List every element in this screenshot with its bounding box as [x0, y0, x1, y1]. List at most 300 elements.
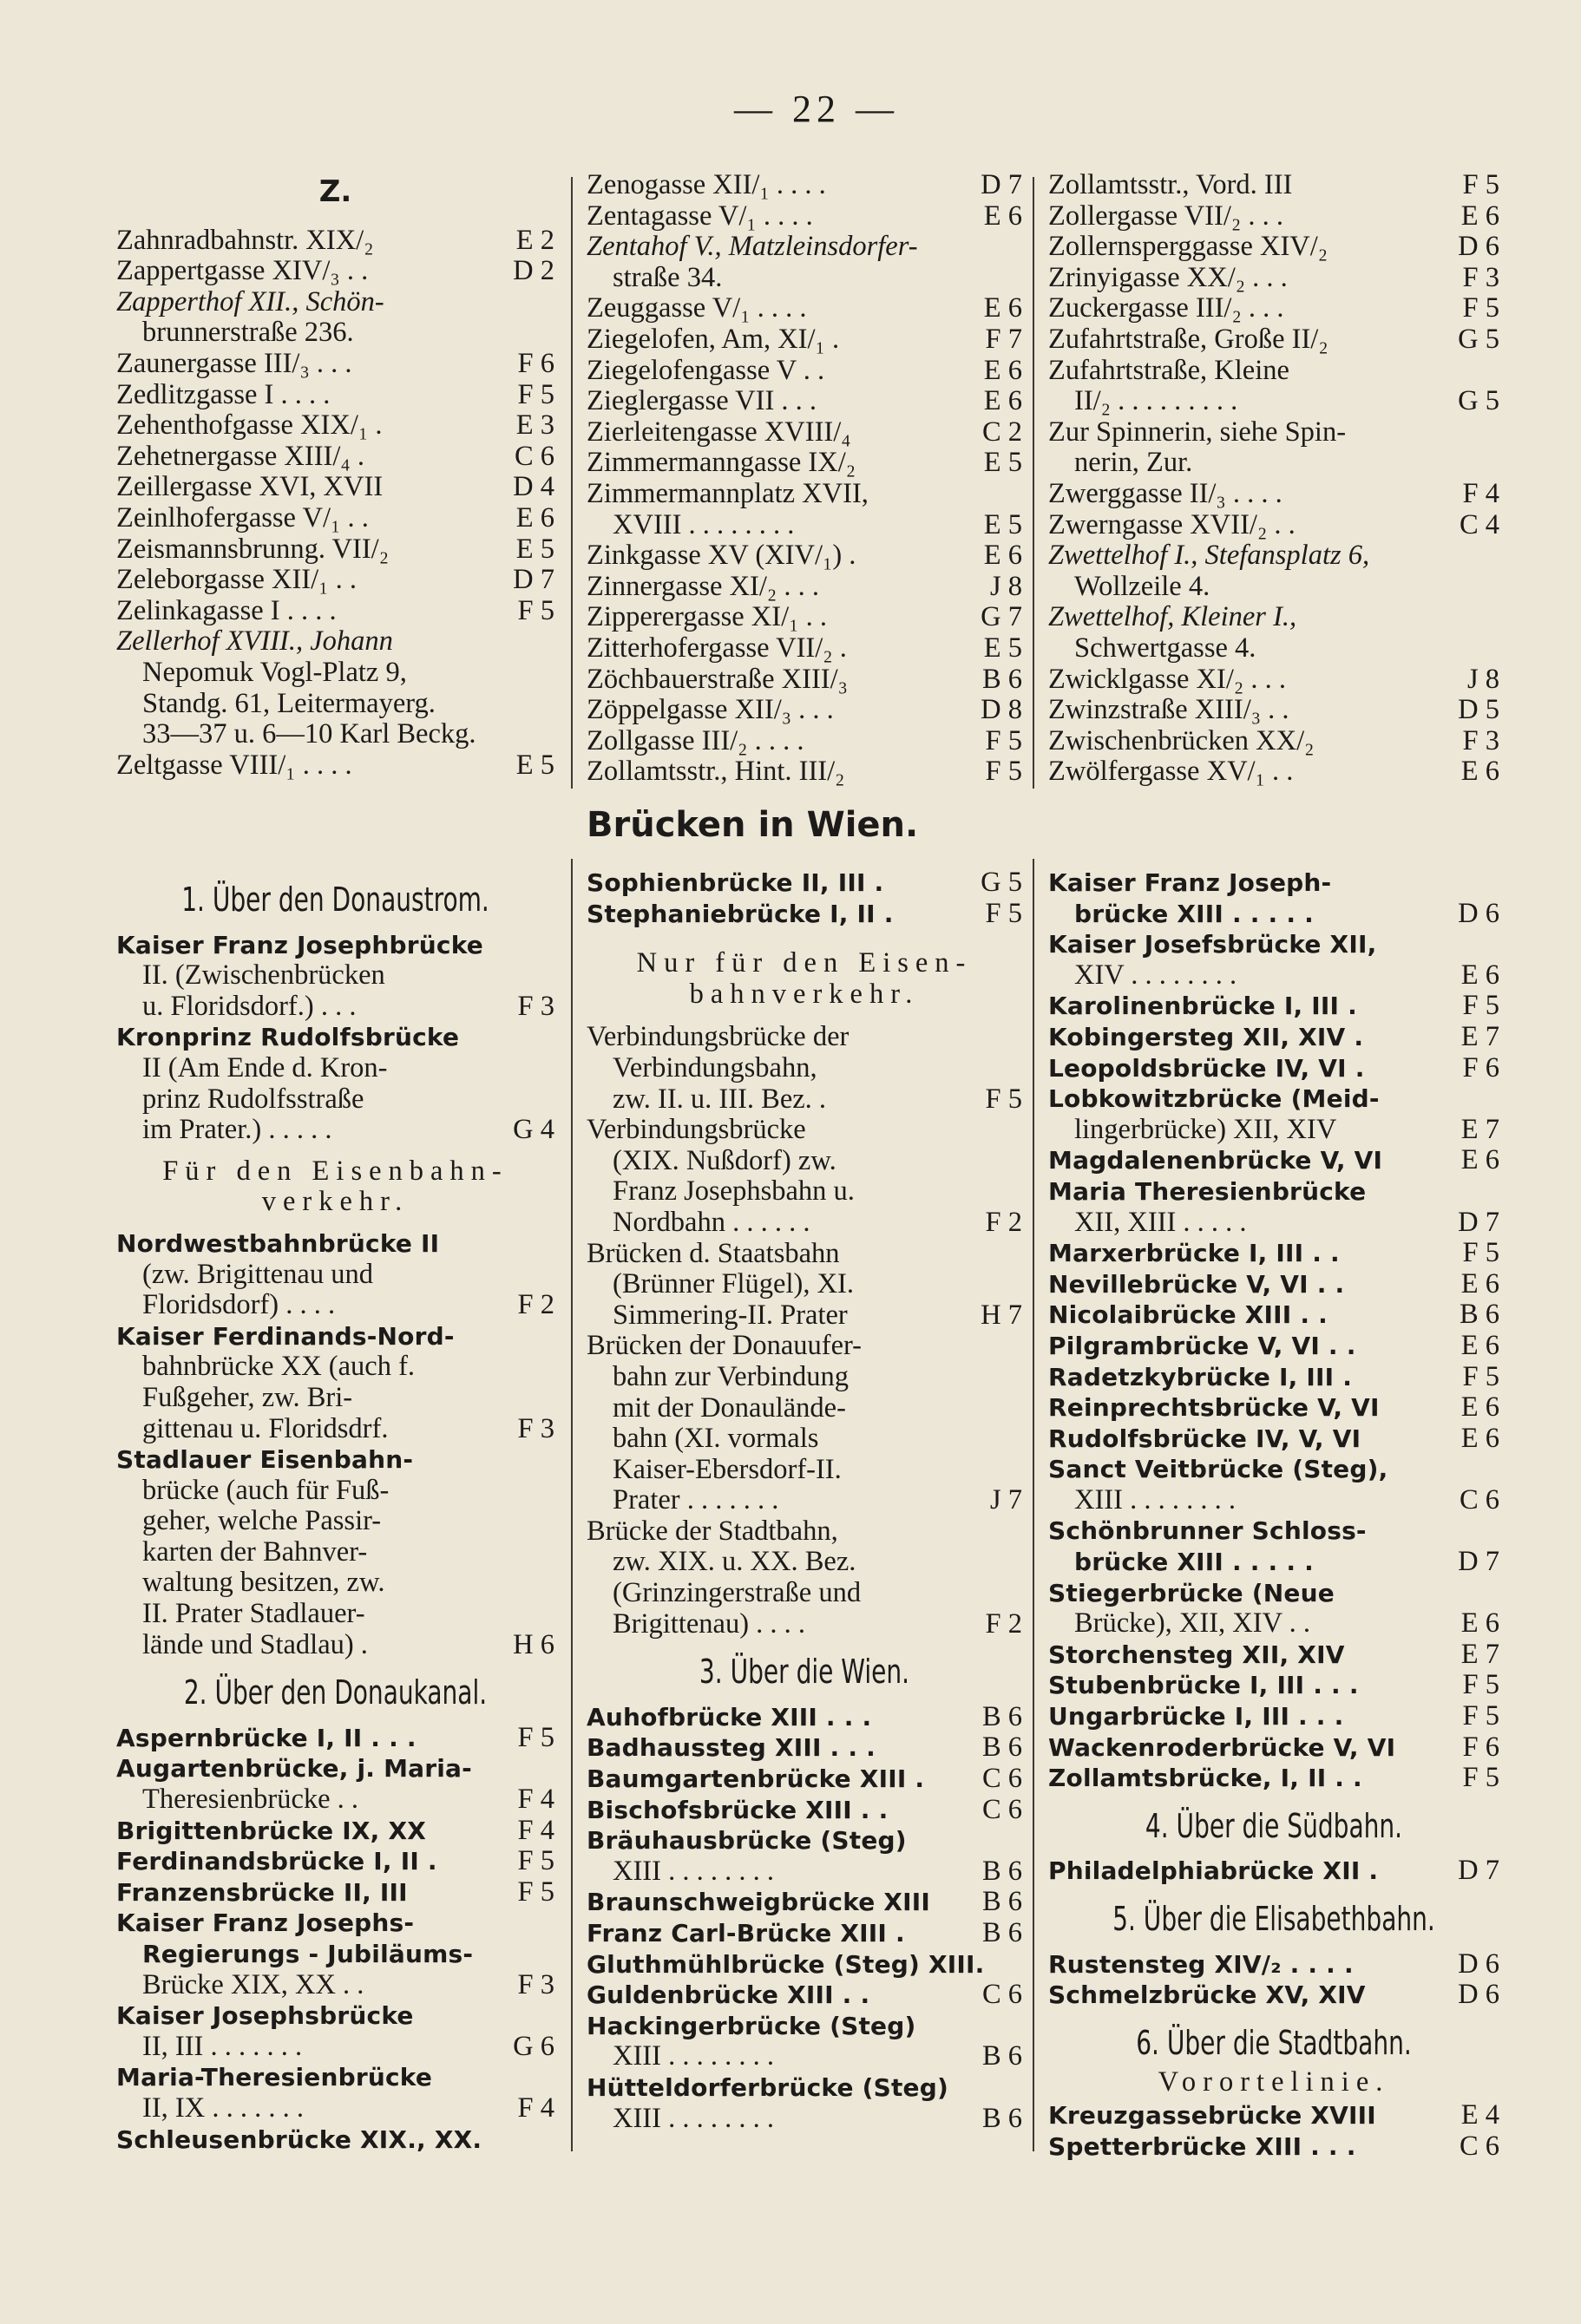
entry-text: Zöchbauerstraße XIII/₃	[587, 663, 848, 695]
index-entry	[1048, 1763, 1499, 1794]
entry-text: karten der Bahnver-	[142, 1535, 368, 1568]
entry-grid-ref: E 6	[1460, 756, 1499, 788]
entry-grid-ref: F 5	[517, 1876, 554, 1908]
index-entry	[1048, 1424, 1499, 1455]
entry-grid-ref: F 5	[517, 1721, 554, 1753]
entry-text: zw. XIX. u. XX. Bez.	[613, 1546, 856, 1578]
entry-text: Zufahrtstraße, Große II/₂	[1048, 323, 1328, 355]
index-entry	[587, 1022, 1022, 1053]
index-entry	[1048, 448, 1499, 479]
entry-grid-ref: E 6	[1460, 1329, 1499, 1361]
index-entry	[1048, 1269, 1499, 1300]
entry-grid-ref: C 4	[1459, 508, 1499, 540]
index-entry	[1048, 540, 1499, 572]
index-entry	[1048, 726, 1499, 757]
entry-grid-ref: J 8	[989, 570, 1022, 602]
entry-text: Kronprinz Rudolfsbrücke	[116, 1023, 460, 1052]
entry-grid-ref: D 8	[981, 694, 1022, 726]
entry-grid-ref: E 6	[983, 540, 1022, 572]
index-entry	[587, 1269, 1022, 1300]
entry-grid-ref: F 5	[1462, 1700, 1499, 1732]
index-entry	[1048, 1547, 1499, 1578]
entry-grid-ref: F 6	[1462, 1051, 1499, 1083]
index-entry	[587, 1300, 1022, 1332]
index-entry	[587, 1393, 1022, 1424]
index-entry	[116, 226, 554, 257]
index-entry	[587, 417, 1022, 448]
index-entry	[116, 503, 554, 534]
index-entry	[587, 1362, 1022, 1393]
index-entry	[116, 565, 554, 596]
index-entry	[1048, 1208, 1499, 1239]
entry-text: Regierungs - Jubiläums-	[142, 1940, 474, 1968]
index-entry	[587, 356, 1022, 387]
index-entry	[1048, 1980, 1499, 2011]
bridges-section-title: Brücken in Wien.	[587, 805, 919, 845]
entry-grid-ref: F 3	[517, 1968, 554, 2000]
index-entry	[1048, 960, 1499, 992]
index-entry	[116, 1022, 554, 1053]
entry-text: Storchensteg XII, XIV	[1048, 1640, 1345, 1669]
entry-grid-ref: F 3	[1462, 724, 1499, 756]
entry-text: Schmelzbrücke XV, XIV	[1048, 1980, 1366, 2010]
index-entry	[587, 1578, 1022, 1609]
section-heading: 6. Über die Stadtbahn.	[1136, 2023, 1412, 2062]
entry-grid-ref: F 5	[985, 1083, 1022, 1115]
index-entry	[587, 1331, 1022, 1362]
index-entry	[587, 726, 1022, 757]
entry-text: Maria Theresienbrücke	[1048, 1176, 1367, 1206]
index-entry	[587, 1825, 1022, 1856]
index-entry	[116, 1723, 554, 1754]
index-entry	[116, 1228, 554, 1260]
entry-text: XIII . . . . . . . .	[1074, 1483, 1236, 1516]
entry-text: Guldenbrücke XIII . .	[587, 1980, 870, 2010]
entry-grid-ref: F 3	[517, 990, 554, 1022]
index-entry	[1048, 201, 1499, 232]
index-entry	[587, 1516, 1022, 1548]
entry-grid-ref: G 4	[513, 1114, 554, 1146]
index-entry	[1048, 1608, 1499, 1640]
entry-grid-ref: B 6	[1459, 1299, 1499, 1331]
entry-grid-ref: G 5	[1458, 323, 1499, 355]
index-entry	[587, 756, 1022, 788]
entry-text: Brigittenau) . . . .	[613, 1607, 806, 1640]
index-entry	[1048, 572, 1499, 603]
z-column-1	[116, 174, 554, 781]
entry-text: Zollergasse VII/₂ . . .	[1048, 200, 1283, 232]
entry-grid-ref: G 7	[981, 601, 1022, 633]
index-entry	[1048, 1392, 1499, 1424]
entry-grid-ref: F 4	[517, 1814, 554, 1846]
index-entry	[587, 1609, 1022, 1640]
index-entry	[1048, 1732, 1499, 1764]
entry-text: Nevillebrücke V, VI . .	[1048, 1269, 1345, 1299]
entry-text: im Prater.) . . . . .	[142, 1114, 332, 1146]
entry-grid-ref: E 3	[515, 409, 554, 442]
index-entry	[587, 1208, 1022, 1239]
entry-grid-ref: E 5	[515, 533, 554, 565]
entry-grid-ref: C 6	[981, 1763, 1022, 1795]
index-entry	[1048, 1331, 1499, 1362]
entry-text: Nicolaibrücke XIII . .	[1048, 1300, 1328, 1330]
entry-text: Kaiser Franz Joseph-	[1048, 868, 1332, 897]
index-entry	[1048, 1022, 1499, 1053]
index-entry	[1048, 1299, 1499, 1331]
entry-text: Zwicklgasse XI/₂ . . .	[1048, 663, 1286, 695]
entry-grid-ref: E 7	[1460, 1113, 1499, 1145]
index-entry	[1048, 2131, 1499, 2163]
section-heading: 2. Über den Donaukanal.	[183, 1673, 488, 1712]
entry-text: Gluthmühlbrücke (Steg) XIII.	[587, 1949, 985, 1979]
entry-text: Leopoldsbrücke IV, VI .	[1048, 1053, 1365, 1083]
entry-grid-ref: F 5	[985, 724, 1022, 756]
index-entry	[1048, 1949, 1499, 1980]
entry-grid-ref: E 2	[515, 224, 554, 256]
entry-text: Zaunergasse III/₃ . . .	[116, 347, 352, 379]
index-entry	[116, 349, 554, 380]
bridges-column-2	[587, 867, 1022, 2134]
entry-list	[1048, 867, 1499, 1794]
entry-list	[1048, 1856, 1499, 1887]
index-entry	[1048, 1362, 1499, 1393]
index-entry	[1048, 867, 1499, 899]
entry-text: Ziegelofen, Am, XI/₁ .	[587, 323, 840, 355]
entry-text: brunnerstraße 236.	[142, 317, 354, 349]
index-entry	[587, 448, 1022, 479]
entry-text: Zwölfergasse XV/₁ . .	[1048, 756, 1294, 788]
index-entry	[1048, 356, 1499, 387]
entry-text: Zehetnergasse XIII/₄ .	[116, 440, 364, 472]
entry-text: gittenau u. Floridsdrf.	[142, 1412, 389, 1444]
entry-grid-ref: C 6	[1459, 1483, 1499, 1516]
entry-text: Zitterhofergasse VII/₂ .	[587, 632, 847, 664]
entry-text: Rustensteg XIV/₂ . . . .	[1048, 1949, 1354, 1979]
entry-text: Brücke), XII, XIV . .	[1074, 1607, 1310, 1640]
index-entry	[1048, 929, 1499, 960]
entry-text: Zellerhof XVIII., Johann	[116, 625, 393, 658]
entry-text: Bräuhausbrücke (Steg)	[587, 1826, 907, 1856]
subheading: Vorortelinie.	[1158, 2066, 1390, 2098]
entry-text: geher, welche Passir-	[142, 1505, 382, 1537]
index-entry	[587, 1239, 1022, 1270]
index-entry	[1048, 1578, 1499, 1609]
entry-text: Zappertgasse XIV/₃ . .	[116, 255, 369, 287]
index-entry	[116, 1599, 554, 1630]
entry-grid-ref: B 6	[981, 1700, 1022, 1732]
entry-grid-ref: B 6	[981, 1917, 1022, 1948]
entry-text: Zimmermanngasse IX/₂	[587, 447, 856, 479]
entry-text: Reinprechtsbrücke V, VI	[1048, 1393, 1380, 1423]
entry-grid-ref: B 6	[981, 2102, 1022, 2134]
entry-text: Braunschweigbrücke XIII	[587, 1888, 931, 1917]
index-entry	[587, 1146, 1022, 1177]
entry-grid-ref: D 7	[513, 564, 554, 596]
index-entry	[116, 472, 554, 503]
index-entry	[1048, 664, 1499, 696]
column-divider	[1033, 859, 1034, 2151]
entry-text: II/₂ . . . . . . . . .	[1074, 385, 1238, 417]
entry-text: Brücke der Stadtbahn,	[587, 1515, 838, 1547]
entry-grid-ref: D 6	[1458, 1979, 1499, 2011]
entry-text: Hütteldorferbrücke (Steg)	[587, 2072, 948, 2102]
entry-text: Brücken der Donauufer-	[587, 1330, 862, 1362]
entry-text: XVIII . . . . . . . .	[613, 508, 795, 540]
index-entry	[116, 1444, 554, 1476]
entry-list	[587, 1022, 1022, 1640]
entry-grid-ref: G 6	[513, 2030, 554, 2062]
entry-text: Zipperergasse XI/₁ . .	[587, 601, 827, 633]
index-entry	[116, 1290, 554, 1321]
entry-text: Verbindungsbahn,	[613, 1051, 817, 1083]
entry-text: Zwerngasse XVII/₂ . .	[1048, 508, 1296, 540]
entry-text: Zierleitengasse XVIII/₄	[587, 416, 851, 448]
entry-grid-ref: F 5	[1462, 990, 1499, 1022]
entry-text: Wackenroderbrücke V, VI	[1048, 1732, 1396, 1762]
index-entry	[116, 2093, 554, 2124]
entry-text: Brigittenbrücke IX, XX	[116, 1816, 427, 1845]
bridges-column-3	[1048, 867, 1499, 2162]
entry-grid-ref: E 6	[1460, 1144, 1499, 1176]
entry-grid-ref: F 6	[1462, 1731, 1499, 1763]
entry-text: Nordbahn . . . . . .	[613, 1206, 810, 1238]
entry-grid-ref: E 6	[1460, 1422, 1499, 1454]
column-divider	[571, 177, 573, 789]
index-entry	[587, 664, 1022, 696]
index-entry	[587, 1702, 1022, 1733]
entry-list	[587, 170, 1022, 788]
entry-text: straße 34.	[613, 261, 723, 293]
entry-grid-ref: D 5	[1458, 694, 1499, 726]
entry-grid-ref: D 7	[1458, 1546, 1499, 1578]
entry-text: Kaiser Josefsbrücke XII,	[1048, 930, 1377, 959]
entry-grid-ref: E 7	[1460, 1020, 1499, 1052]
entry-text: Zollamtsstr., Vord. III	[1048, 169, 1293, 200]
index-entry	[1048, 1640, 1499, 1671]
entry-text: Zeleborgasse XII/₁ . .	[116, 564, 357, 596]
entry-text: Zollernsperggasse XIV/₂	[1048, 231, 1328, 263]
entry-text: II. (Zwischenbrücken	[142, 959, 385, 992]
entry-text: Schleusenbrücke XIX., XX.	[116, 2124, 482, 2154]
entry-text: Lobkowitzbrücke (Meid-	[1048, 1084, 1380, 1114]
entry-list	[116, 1228, 554, 1660]
entry-grid-ref: E 5	[515, 749, 554, 781]
entry-text: Zahnradbahnstr. XIX/₂	[116, 224, 374, 256]
entry-list	[587, 867, 1022, 929]
entry-grid-ref: E 5	[983, 632, 1022, 664]
entry-grid-ref: F 6	[517, 347, 554, 379]
entry-grid-ref: C 6	[981, 1979, 1022, 2011]
section-heading: 5. Über die Elisabethbahn.	[1112, 1900, 1435, 1938]
entry-grid-ref: E 5	[983, 508, 1022, 540]
index-entry	[1048, 386, 1499, 417]
index-entry	[1048, 1083, 1499, 1115]
entry-text: Kaiser-Ebersdorf-II.	[613, 1453, 842, 1485]
entry-text: Zimmermannplatz XVII,	[587, 477, 869, 509]
entry-text: Franz Josephsbahn u.	[613, 1175, 855, 1208]
index-entry	[116, 750, 554, 782]
index-entry	[116, 689, 554, 720]
entry-grid-ref: F 5	[517, 1845, 554, 1877]
entry-text: Zwischenbrücken XX/₂	[1048, 724, 1315, 756]
entry-text: Pilgrambrücke V, VI . .	[1048, 1331, 1356, 1360]
entry-list	[116, 226, 554, 782]
entry-text: Kaiser Ferdinands-Nord-	[116, 1321, 455, 1351]
entry-text: Simmering-II. Prater	[613, 1299, 848, 1331]
entry-text: Schönbrunner Schloss-	[1048, 1516, 1367, 1546]
index-entry	[116, 1383, 554, 1414]
index-entry	[587, 170, 1022, 201]
index-entry	[587, 510, 1022, 541]
index-entry	[1048, 1176, 1499, 1208]
index-entry	[1048, 1145, 1499, 1176]
entry-text: Augartenbrücke, j. Maria-	[116, 1754, 472, 1784]
index-entry	[587, 1115, 1022, 1146]
entry-text: waltung besitzen, zw.	[142, 1567, 385, 1599]
index-entry	[116, 380, 554, 411]
entry-text: nerin, Zur.	[1074, 447, 1193, 479]
entry-grid-ref: F 5	[1462, 1669, 1499, 1701]
entry-grid-ref: F 3	[1462, 261, 1499, 293]
entry-grid-ref: J 8	[1466, 663, 1499, 695]
entry-list	[116, 1723, 554, 2155]
index-entry	[116, 960, 554, 992]
entry-text: Baumgartenbrücke XIII .	[587, 1764, 925, 1794]
entry-text: Stadlauer Eisenbahn-	[116, 1445, 414, 1475]
entry-text: Kaiser Franz Josephs-	[116, 1908, 415, 1938]
entry-text: Zenogasse XII/₁ . . . .	[587, 169, 826, 200]
index-entry	[116, 1630, 554, 1661]
entry-text: Zur Spinnerin, siehe Spin-	[1048, 416, 1347, 448]
index-entry	[116, 1970, 554, 2001]
index-entry	[116, 1537, 554, 1568]
entry-text: Schwertgasse 4.	[1074, 632, 1256, 664]
index-entry	[1048, 510, 1499, 541]
index-entry	[116, 410, 554, 442]
entry-text: brücke (auch für Fuß-	[142, 1474, 390, 1506]
index-entry	[116, 1115, 554, 1146]
entry-list	[1048, 2100, 1499, 2162]
entry-grid-ref: E 4	[1460, 2098, 1499, 2131]
subheading: Nur für den Eisen-bahnverkehr.	[636, 947, 973, 1010]
entry-text: Rudolfsbrücke IV, V, VI	[1048, 1424, 1361, 1453]
entry-grid-ref: E 6	[1460, 1267, 1499, 1299]
index-entry	[1048, 2100, 1499, 2131]
index-entry	[587, 899, 1022, 930]
entry-grid-ref: B 6	[981, 1732, 1022, 1764]
entry-text: Franz Carl-Brücke XIII .	[587, 1919, 905, 1948]
index-entry	[116, 1784, 554, 1816]
entry-grid-ref: D 7	[1458, 1855, 1499, 1887]
entry-grid-ref: D 7	[981, 169, 1022, 200]
entry-text: Ziegelofengasse V . .	[587, 354, 825, 386]
index-entry	[1048, 293, 1499, 324]
entry-grid-ref: E 5	[983, 447, 1022, 479]
index-entry	[116, 442, 554, 473]
index-entry	[587, 1949, 1022, 1980]
entry-text: (zw. Brigittenau und	[142, 1258, 373, 1290]
index-entry	[587, 1176, 1022, 1208]
entry-grid-ref: B 6	[981, 1855, 1022, 1887]
entry-text: Zwinzstraße XIII/₃ . .	[1048, 694, 1289, 726]
index-entry	[587, 386, 1022, 417]
entry-text: XIII . . . . . . . .	[613, 2102, 774, 2134]
index-entry	[587, 324, 1022, 356]
entry-text: Verbindungsbrücke	[587, 1114, 806, 1146]
entry-text: Verbindungsbrücke der	[587, 1021, 850, 1053]
entry-text: XIII . . . . . . . .	[613, 1855, 774, 1887]
entry-text: Zeuggasse V/₁ . . . .	[587, 292, 807, 324]
entry-text: Aspernbrücke I, II . . .	[116, 1723, 417, 1752]
entry-text: Badhaussteg XIII . . .	[587, 1733, 876, 1763]
entry-text: u. Floridsdorf.) . . .	[142, 990, 357, 1022]
column-divider	[1033, 177, 1034, 789]
entry-text: Zeinlhofergasse V/₁ . .	[116, 501, 369, 534]
index-entry	[116, 1053, 554, 1084]
index-entry	[116, 1877, 554, 1908]
index-entry	[116, 1908, 554, 1939]
entry-grid-ref: D 6	[1458, 1948, 1499, 1980]
entry-grid-ref: E 6	[983, 200, 1022, 232]
entry-text: Ferdinandsbrücke I, II .	[116, 1847, 437, 1876]
entry-text: XIV . . . . . . . .	[1074, 959, 1237, 991]
index-entry	[587, 1980, 1022, 2011]
index-entry	[116, 318, 554, 349]
entry-grid-ref: F 4	[517, 2092, 554, 2124]
entry-grid-ref: C 6	[981, 1793, 1022, 1825]
index-entry	[587, 1795, 1022, 1826]
index-entry	[1048, 232, 1499, 263]
entry-grid-ref: H 6	[513, 1628, 554, 1660]
entry-text: Wollzeile 4.	[1074, 570, 1210, 602]
index-entry	[116, 1506, 554, 1537]
subheading: Für den Eisenbahn-verkehr.	[162, 1155, 508, 1218]
entry-text: bahn zur Verbindung	[613, 1360, 849, 1392]
letter-heading: Z.	[318, 174, 352, 209]
entry-text: Fußgeher, zw. Bri-	[142, 1381, 353, 1413]
entry-grid-ref: D 6	[1458, 897, 1499, 929]
entry-text: II, IX . . . . . . .	[142, 2092, 304, 2124]
index-entry	[116, 1084, 554, 1116]
entry-list	[116, 930, 554, 1146]
entry-grid-ref: E 6	[1460, 1607, 1499, 1640]
index-entry	[116, 1568, 554, 1599]
index-entry	[116, 1414, 554, 1445]
entry-text: Kaiser Josephsbrücke	[116, 2001, 414, 2031]
entry-text: brücke XIII . . . . .	[1074, 1548, 1314, 1577]
entry-text: Spetterbrücke XIII . . .	[1048, 2131, 1356, 2161]
index-entry	[1048, 1053, 1499, 1084]
index-entry	[1048, 417, 1499, 448]
entry-grid-ref: D 6	[1458, 231, 1499, 263]
index-entry	[587, 602, 1022, 633]
entry-text: Standg. 61, Leitermayerg.	[142, 687, 436, 719]
entry-text: mit der Donaulände-	[613, 1391, 846, 1424]
entry-grid-ref: D 7	[1458, 1206, 1499, 1238]
index-entry	[116, 658, 554, 689]
entry-text: Zöppelgasse XII/₃ . . .	[587, 694, 834, 726]
entry-text: Theresienbrücke . .	[142, 1784, 359, 1816]
entry-grid-ref: E 6	[515, 501, 554, 534]
entry-text: Zapperthof XII., Schön-	[116, 285, 384, 318]
index-entry	[116, 534, 554, 566]
entry-text: Sanct Veitbrücke (Steg),	[1048, 1455, 1388, 1484]
entry-text: Floridsdorf) . . . .	[142, 1289, 336, 1321]
entry-text: Zentagasse V/₁ . . . .	[587, 200, 813, 232]
entry-text: Hackingerbrücke (Steg)	[587, 2011, 916, 2040]
entry-grid-ref: D 2	[513, 255, 554, 287]
index-entry	[587, 1856, 1022, 1888]
